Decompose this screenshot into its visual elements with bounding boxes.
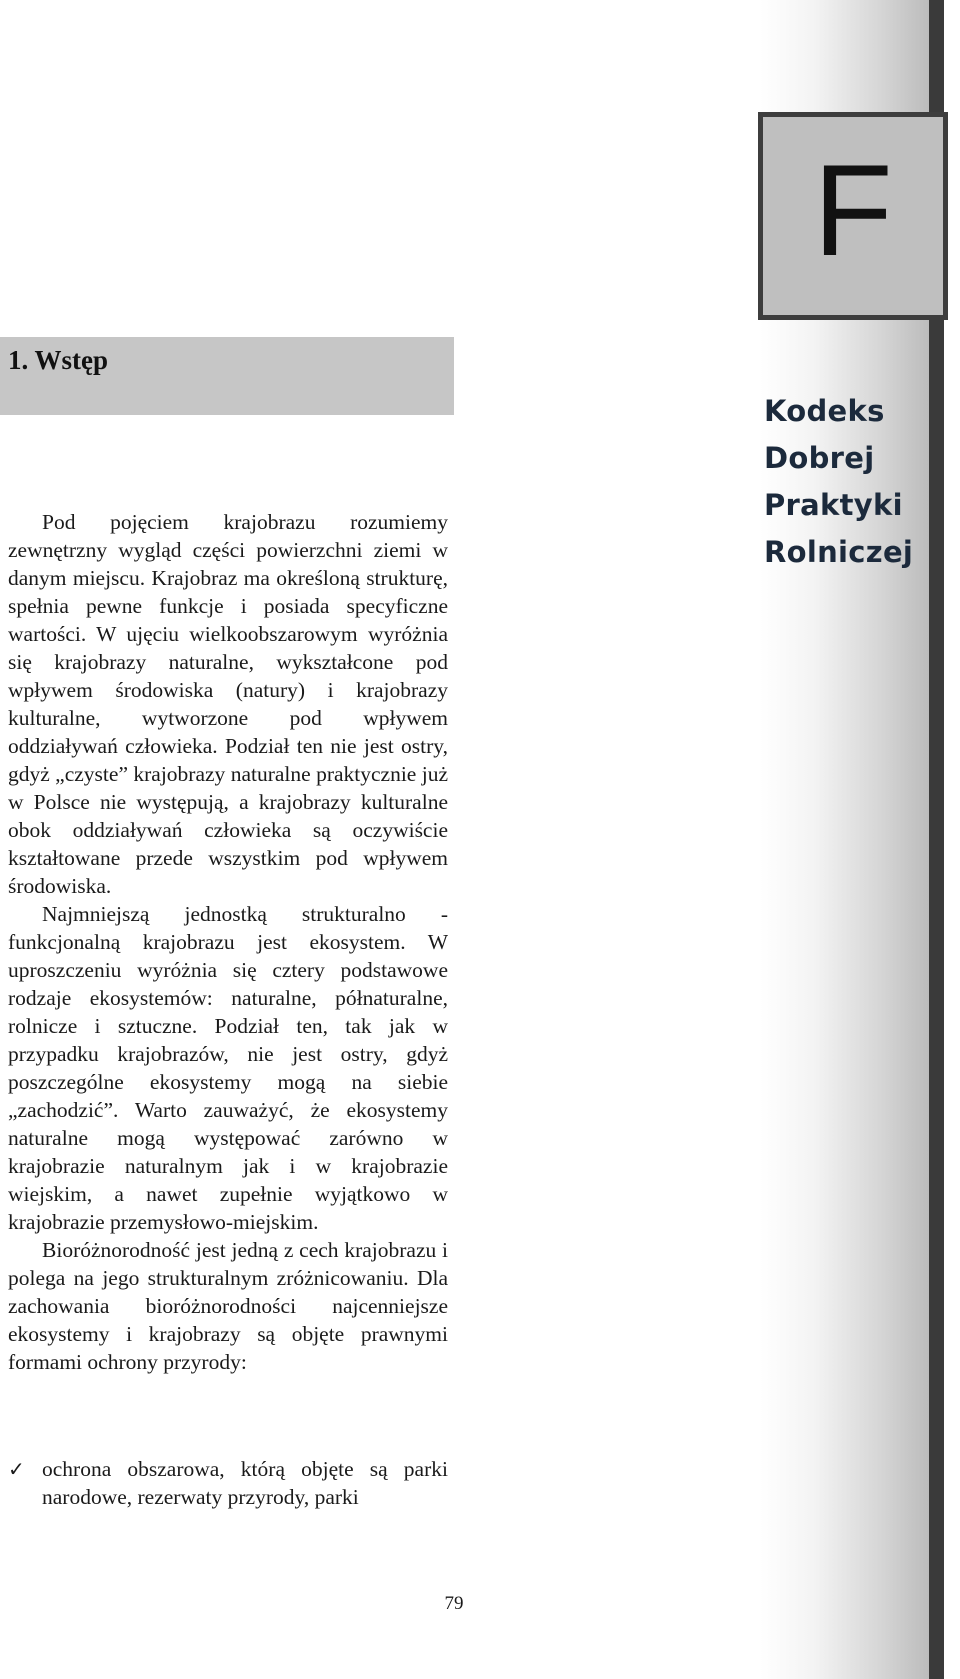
paragraph: Bioróżnorodność jest jedną z cech krajobrazu i polega na jego strukturalnym zróżnicowaniu. Dla zachowania bioróżnorodności najcenniejsze ekosystemy i krajobrazy są objęte prawnymi formami ochrony przyrody: [8,1238,448,1374]
list-item [8,1455,448,1511]
paragraph: Pod pojęciem krajobrazu rozumiemy zewnętrzny wygląd części powierzchni ziemi w danym miejscu. Krajobraz ma określoną strukturę, spełnia pewne funkcje i posiada specyficzne wartości. W ujęciu wielkoobszarowym wyróżnia się krajobrazy naturalne, wykształcone pod wpływem środowiska (natury) i krajobrazy kulturalne, wytworzone pod wpływem oddziaływań człowieka. Podział ten nie jest ostry, gdyż „czyste” krajobrazy naturalne praktycznie już w Polsce nie występują, a krajobrazy kulturalne obok oddziaływań człowieka są oczywiście kształtowane przede wszystkim pod wpływem środowiska. [8,510,448,898]
page-number: 79 [444,1593,464,1614]
chapter-letter: F [813,137,893,283]
sidebar-title-line: Kodeks [764,394,885,428]
checkmark-icon: ✓ [8,1457,25,1481]
list-item-text: ochrona obszarowa, którą objęte są parki narodowe, rezerwaty przyrody, parki [42,1457,448,1509]
section-heading: 1. Wstęp [8,345,109,375]
sidebar-title-line: Dobrej [764,441,875,475]
sidebar-title-line: Rolniczej [764,535,914,569]
sidebar-title [764,388,930,576]
section-heading-bar [0,337,454,415]
paragraph: Najmniejszą jednostką strukturalno - funkcjonalną krajobrazu jest ekosystem. W uproszczeniu wyróżnia się cztery podstawowe rodzaje ekosystemów: naturalne, półnaturalne, rolnicze i sztuczne. Podział ten, tak jak w przypadku krajobrazów, nie jest ostry, gdyż poszczególne ekosystemy mogą na siebie „zachodzić”. Warto zauważyć, że ekosystemy naturalne mogą występować zarówno w krajobrazie naturalnym jak i w krajobrazie wiejskim, a nawet zupełnie wyjątkowo w krajobrazie przemysłowo-miejskim. [8,902,448,1234]
body-text [8,508,448,1376]
sidebar-title-line: Praktyki [764,488,903,522]
chapter-letter-box [758,112,948,320]
